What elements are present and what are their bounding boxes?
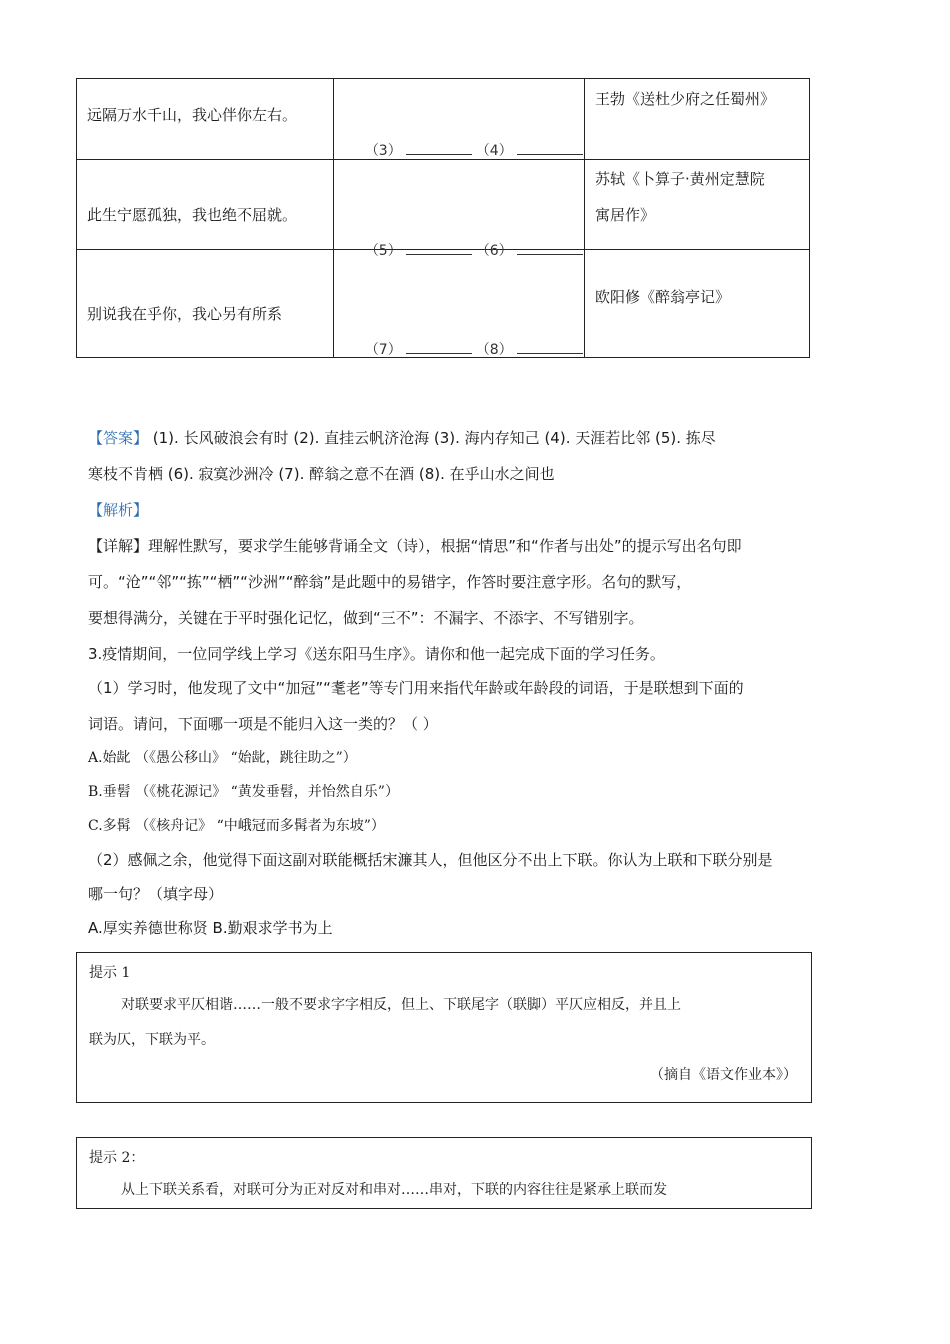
poetry-table	[76, 78, 810, 358]
question-3-title: 3.疫情期间，一位同学线上学习《送东阳马生序》。请你和他一起完成下面的学习任务。	[88, 645, 665, 663]
table-row-3-meaning: 别说我在乎你，我心另有所系	[87, 305, 283, 323]
table-row-2-meaning: 此生宁愿孤独，我也绝不屈就。	[87, 206, 298, 224]
source-line: 欧阳修《醉翁亭记》	[595, 288, 731, 306]
blank-6-label: （6）	[475, 243, 513, 259]
hint-2-line-1: 从上下联关系看，对联可分为正对反对和串对……串对，下联的内容往往是紧承上联而发	[121, 1182, 667, 1198]
table-row-2-source	[595, 161, 765, 233]
blank-7-line[interactable]	[406, 335, 472, 354]
analysis-line-2: 可。“沧”“邻”“拣”“栖”“沙洲”“醉翁”是此题中的易错字，作答时要注意字形。名句的默写，	[88, 573, 692, 591]
blank-3-label: （3）	[364, 143, 402, 159]
table-row-1-meaning: 远隔万水千山，我心伴你左右。	[87, 106, 298, 124]
hint-1-line-1: 对联要求平仄相谐……一般不要求字字相反，但上、下联尾字（联脚）平仄应相反，并且上	[121, 997, 681, 1013]
answer-line-2: 寒枝不肯栖 (6). 寂寞沙洲冷 (7). 醉翁之意不在酒 (8). 在乎山水之间也	[88, 465, 555, 483]
hint-2-title: 提示 2：	[89, 1150, 145, 1166]
option-b: B.垂髫 （《桃花源记》 “黄发垂髫，并怡然自乐”）	[88, 784, 399, 800]
option-c: C.多髯 （《核舟记》 “中峨冠而多髯者为东坡”）	[88, 818, 385, 834]
source-line: 寓居作》	[595, 206, 656, 224]
option-a: A.始龀 （《愚公移山》 “始龀，跳往助之”）	[88, 750, 357, 766]
answer-label: 【答案】	[88, 429, 149, 447]
question-3-2-line-2: 哪一句？（填字母）	[88, 885, 224, 903]
analysis-text-1: 理解性默写，要求学生能够背诵全文（诗），根据“情思”和“作者与出处”的提示写出名句即	[148, 537, 742, 555]
blank-5-line[interactable]	[406, 236, 472, 255]
table-row-1-source	[595, 81, 775, 117]
couplet-options: A.厚实养德世称贤 B.勤艰求学书为上	[88, 919, 333, 937]
hint-1-title: 提示 1	[89, 965, 131, 981]
source-line: 王勃《送杜少府之任蜀州》	[595, 90, 776, 108]
question-3-1-line-2: 词语。请问，下面哪一项是不能归入这一类的？（ ）	[88, 715, 438, 733]
question-3-1-line-1: （1）学习时，他发现了文中“加冠”“耄老”等专门用来指代年龄或年龄段的词语，于是联想到下面的	[88, 679, 744, 697]
blank-8-line[interactable]	[517, 335, 583, 354]
question-3-2-line-1: （2）感佩之余，他觉得下面这副对联能概括宋濂其人，但他区分不出上下联。你认为上联和下联分别是	[88, 851, 773, 869]
table-row-2-blanks	[347, 197, 587, 305]
blank-8-label: （8）	[475, 342, 513, 358]
hint-2-box	[76, 1137, 812, 1209]
blank-4-label: （4）	[475, 143, 513, 159]
answer-text-1: (1). 长风破浪会有时 (2). 直挂云帆济沧海 (3). 海内存知己 (4). 天涯若比邻 (5). 拣尽	[148, 429, 716, 447]
hint-1-source: （摘自《语文作业本》）	[650, 1067, 797, 1083]
analysis-label: 【解析】	[88, 501, 149, 519]
analysis-line-3: 要想得满分，关键在于平时强化记忆，做到“三不”：不漏字、不添字、不写错别字。	[88, 609, 644, 627]
detail-label: 【详解】	[88, 537, 149, 555]
blank-3-line[interactable]	[406, 136, 472, 155]
analysis-line-1	[88, 534, 742, 558]
answer-line-1	[88, 426, 716, 450]
blank-4-line[interactable]	[517, 136, 583, 155]
blank-6-line[interactable]	[517, 236, 583, 255]
table-row-3-blanks	[347, 296, 587, 404]
table-col-divider-1	[333, 79, 334, 357]
blank-7-label: （7）	[364, 342, 402, 358]
source-line: 苏轼《卜算子·黄州定慧院	[595, 170, 765, 188]
hint-1-box	[76, 952, 812, 1103]
hint-1-line-2: 联为仄，下联为平。	[89, 1032, 215, 1048]
table-row-3-source	[595, 279, 730, 315]
table-row-1-blanks	[347, 97, 587, 205]
blank-5-label: （5）	[364, 243, 402, 259]
